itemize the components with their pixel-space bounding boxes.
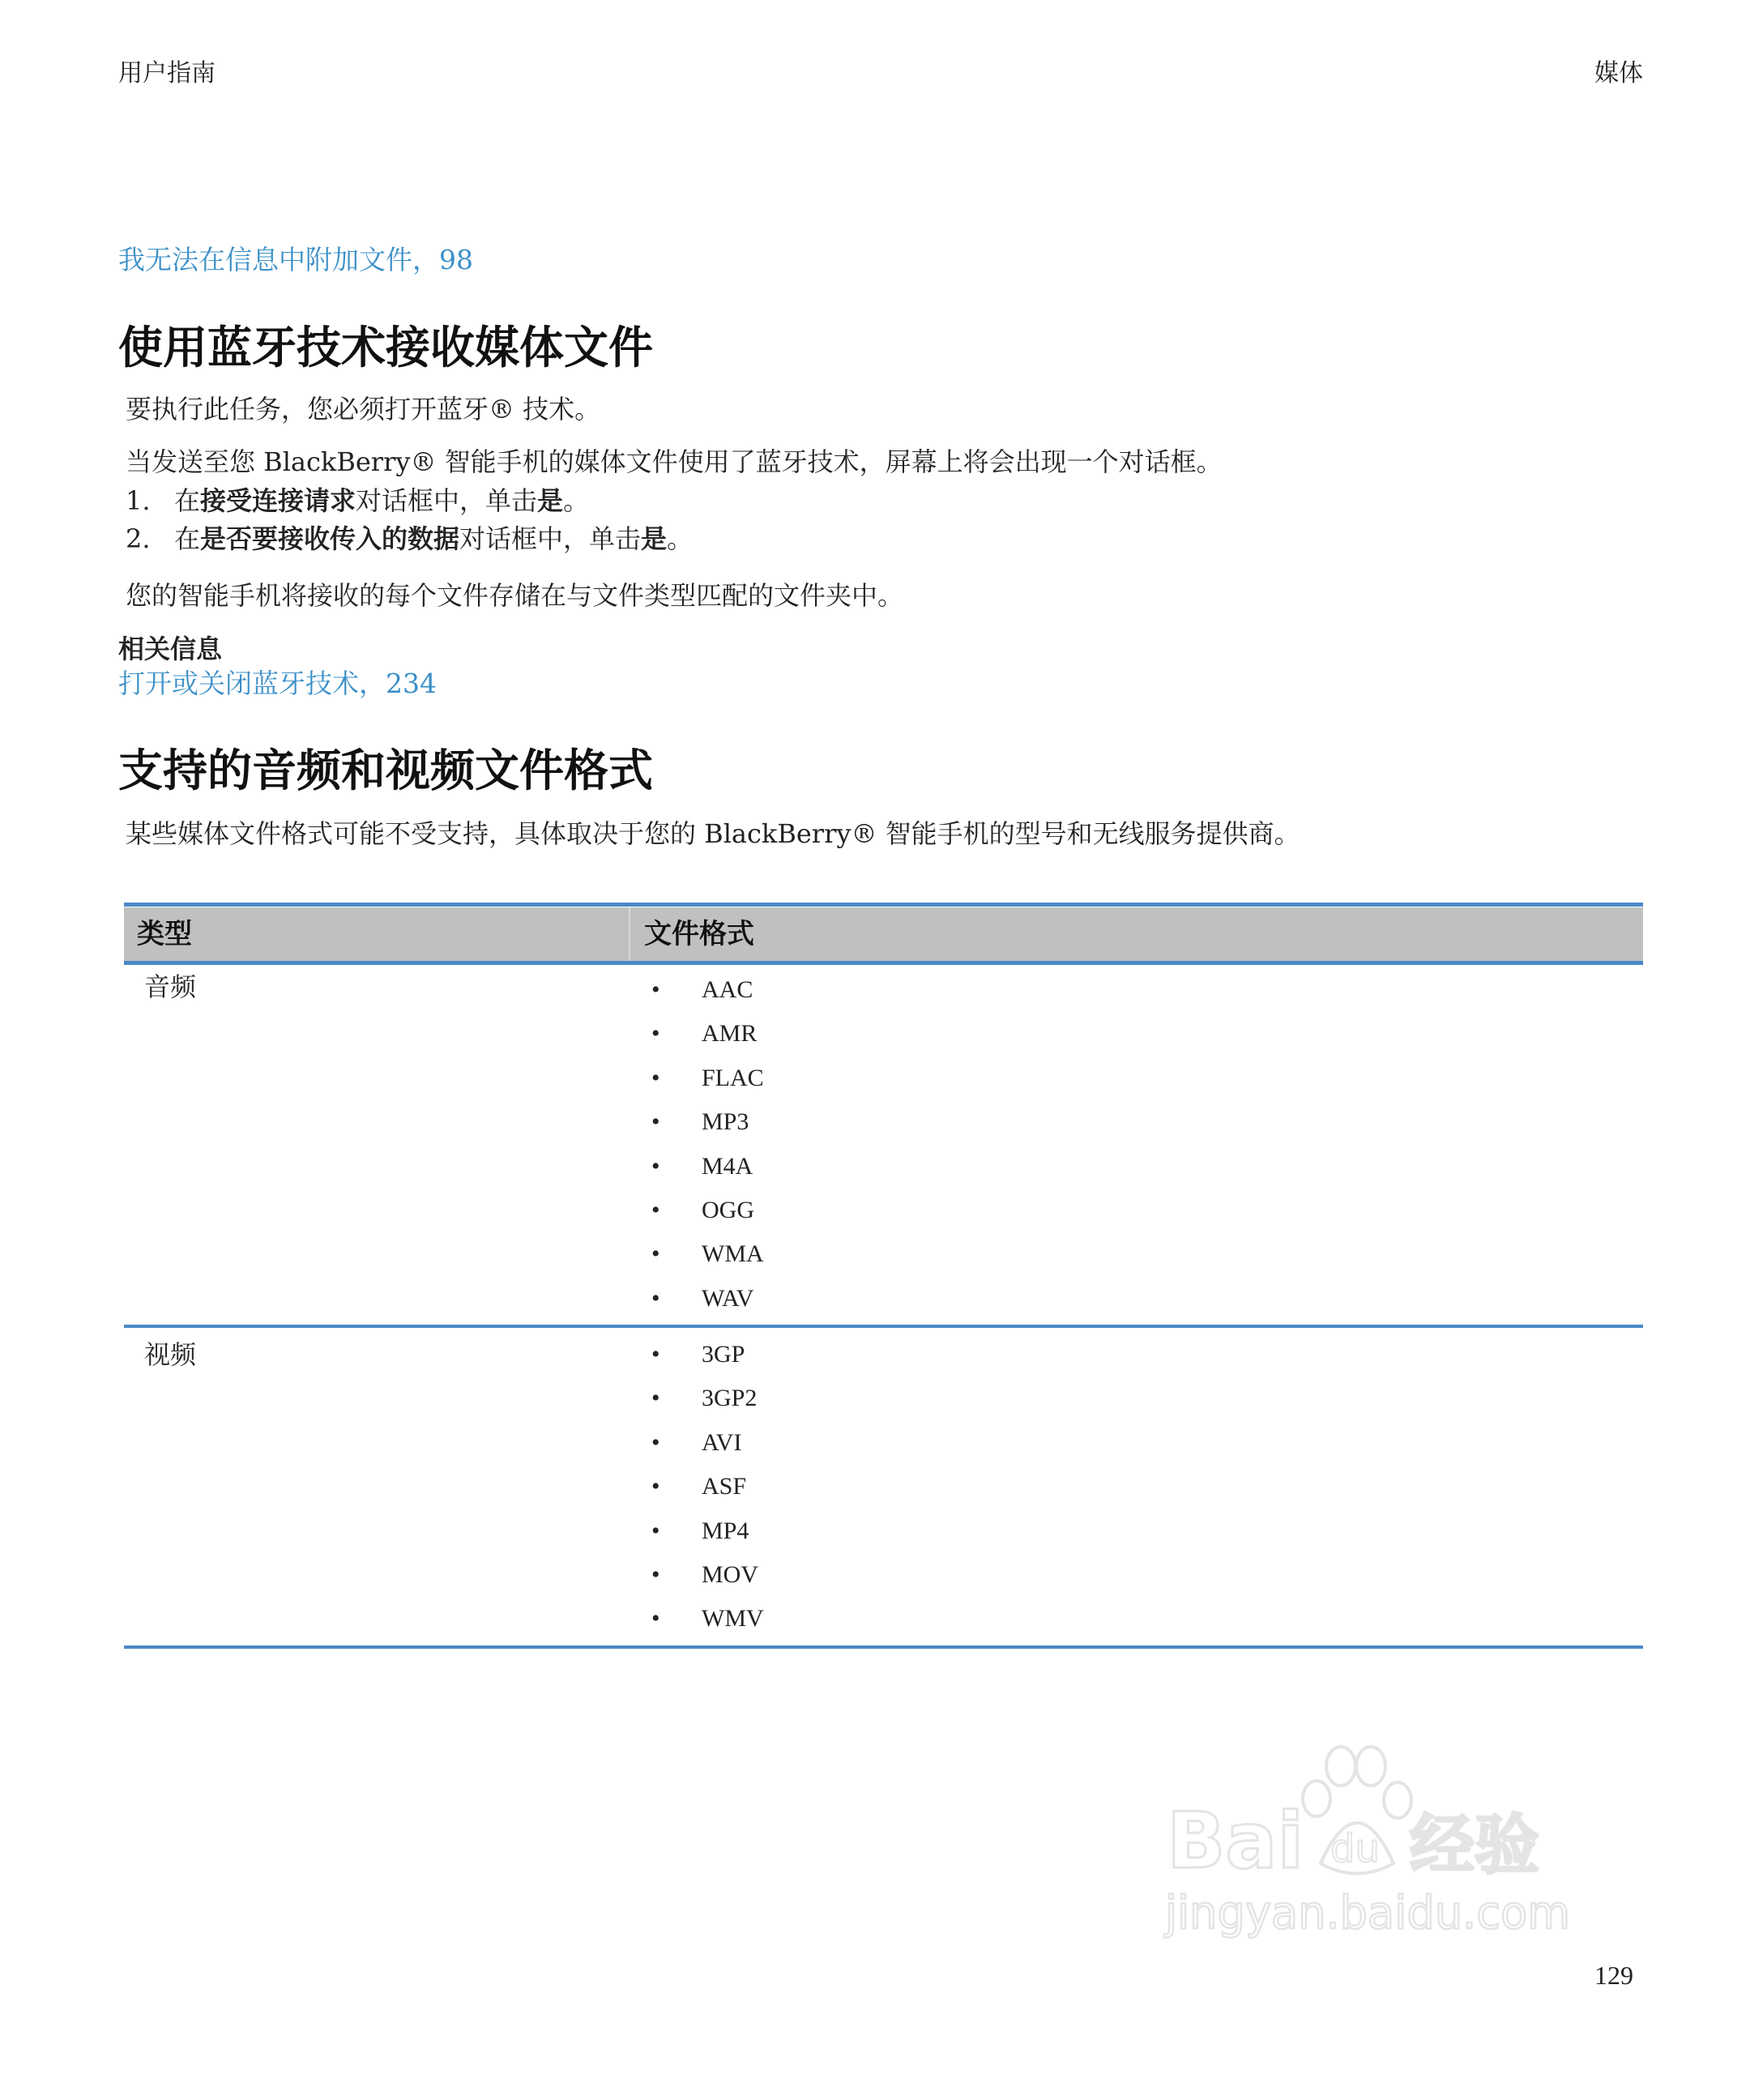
bullet-icon: • <box>651 1385 660 1412</box>
attach-file-link[interactable]: 我无法在信息中附加文件，98 <box>118 244 473 275</box>
format-name: WMA <box>702 1240 764 1268</box>
bullet-icon: • <box>651 1197 660 1223</box>
dialog-name: 接受连接请求 <box>200 485 356 516</box>
row-type-video: 视频 <box>144 1339 197 1370</box>
bullet-icon: • <box>651 1517 660 1544</box>
bullet-icon: • <box>651 1064 660 1091</box>
format-list-item <box>648 1281 753 1317</box>
row-divider <box>124 1325 1643 1328</box>
format-list-item <box>648 1557 758 1593</box>
table-header <box>124 907 1643 962</box>
formats-intro-text: 某些媒体文件格式可能不受支持，具体取决于您的 BlackBerry® 智能手机的型号和无线服务提供商。 <box>126 818 1300 849</box>
format-name: AAC <box>702 976 753 1003</box>
step-number: 1. <box>126 485 151 516</box>
bullet-icon: • <box>651 1473 660 1500</box>
bullet-icon: • <box>651 1240 660 1268</box>
format-list-item <box>648 1104 749 1140</box>
column-divider <box>629 907 630 962</box>
related-info-label: 相关信息 <box>118 634 223 664</box>
bullet-icon: • <box>651 1428 660 1456</box>
bullet-icon: • <box>651 1605 660 1633</box>
table-top-rule <box>124 903 1643 907</box>
bullet-icon: • <box>651 1341 660 1368</box>
format-name: M4A <box>702 1152 753 1180</box>
page-number: 129 <box>1594 1961 1633 1990</box>
format-list-item <box>648 1425 741 1461</box>
result-text: 您的智能手机将接收的每个文件存储在与文件类型匹配的文件夹中。 <box>126 580 904 611</box>
format-name: WMV <box>702 1605 764 1633</box>
button-name: 是 <box>537 485 564 516</box>
svg-text:jingyan.baidu.com: jingyan.baidu.com <box>1163 1887 1570 1940</box>
format-name: 3GP2 <box>702 1385 758 1412</box>
step-text: 。 <box>563 485 590 516</box>
bullet-icon: • <box>651 1108 660 1136</box>
section-title-formats: 支持的音频和视频文件格式 <box>118 745 654 796</box>
bluetooth-toggle-link[interactable]: 打开或关闭蓝牙技术，234 <box>118 668 437 699</box>
svg-text:du: du <box>1330 1826 1380 1872</box>
format-list-item <box>648 1337 745 1372</box>
step-number: 2. <box>126 523 151 554</box>
svg-text:Bai: Bai <box>1167 1797 1304 1886</box>
bullet-icon: • <box>651 1284 660 1312</box>
format-name: AVI <box>702 1428 742 1456</box>
table-bottom-rule <box>124 1645 1643 1649</box>
format-list-item <box>648 1601 764 1637</box>
section-title-bluetooth: 使用蓝牙技术接收媒体文件 <box>118 322 654 373</box>
format-list-item <box>648 1381 757 1416</box>
svg-text:经验: 经验 <box>1410 1808 1539 1883</box>
format-list-item <box>648 1236 764 1272</box>
format-name: MOV <box>702 1561 759 1588</box>
column-header-type: 类型 <box>137 918 192 950</box>
format-name: 3GP <box>702 1341 745 1368</box>
step-2 <box>126 521 693 557</box>
format-name: WAV <box>702 1284 754 1312</box>
step-text: 对话框中，单击 <box>459 523 642 554</box>
button-name: 是 <box>641 523 668 554</box>
format-name: ASF <box>702 1473 747 1500</box>
format-name: MP3 <box>702 1108 749 1136</box>
step-1 <box>126 483 589 519</box>
bullet-icon: • <box>651 1152 660 1180</box>
intro-text: 当发送至您 BlackBerry® 智能手机的媒体文件使用了蓝牙技术，屏幕上将会出现一个对话框。 <box>126 446 1223 477</box>
format-list-item <box>648 1469 746 1505</box>
bullet-icon: • <box>651 976 660 1003</box>
format-list-item <box>648 1513 749 1549</box>
step-text: 对话框中，单击 <box>356 485 538 516</box>
format-name: OGG <box>702 1197 754 1223</box>
format-list-item <box>648 972 753 1008</box>
header-guide-title: 用户指南 <box>118 59 216 88</box>
step-text: 在 <box>174 485 201 516</box>
bullet-icon: • <box>651 1020 660 1048</box>
header-section-title: 媒体 <box>1594 59 1643 88</box>
format-name: MP4 <box>702 1517 749 1544</box>
format-list-item <box>648 1061 764 1096</box>
table-header-rule <box>124 961 1643 965</box>
row-type-audio: 音频 <box>144 971 197 1002</box>
step-text: 。 <box>667 523 694 554</box>
baidu-jingyan-watermark <box>1159 1734 1580 1944</box>
bullet-icon: • <box>651 1561 660 1588</box>
format-list-item <box>648 1016 757 1052</box>
dialog-name: 是否要接收传入的数据 <box>200 523 460 554</box>
column-header-format: 文件格式 <box>644 918 754 950</box>
step-text: 在 <box>174 523 201 554</box>
format-name: AMR <box>702 1020 758 1048</box>
format-list-item <box>648 1149 753 1184</box>
format-name: FLAC <box>702 1064 764 1091</box>
prerequisite-text: 要执行此任务，您必须打开蓝牙® 技术。 <box>126 394 601 425</box>
format-list-item <box>648 1193 754 1228</box>
